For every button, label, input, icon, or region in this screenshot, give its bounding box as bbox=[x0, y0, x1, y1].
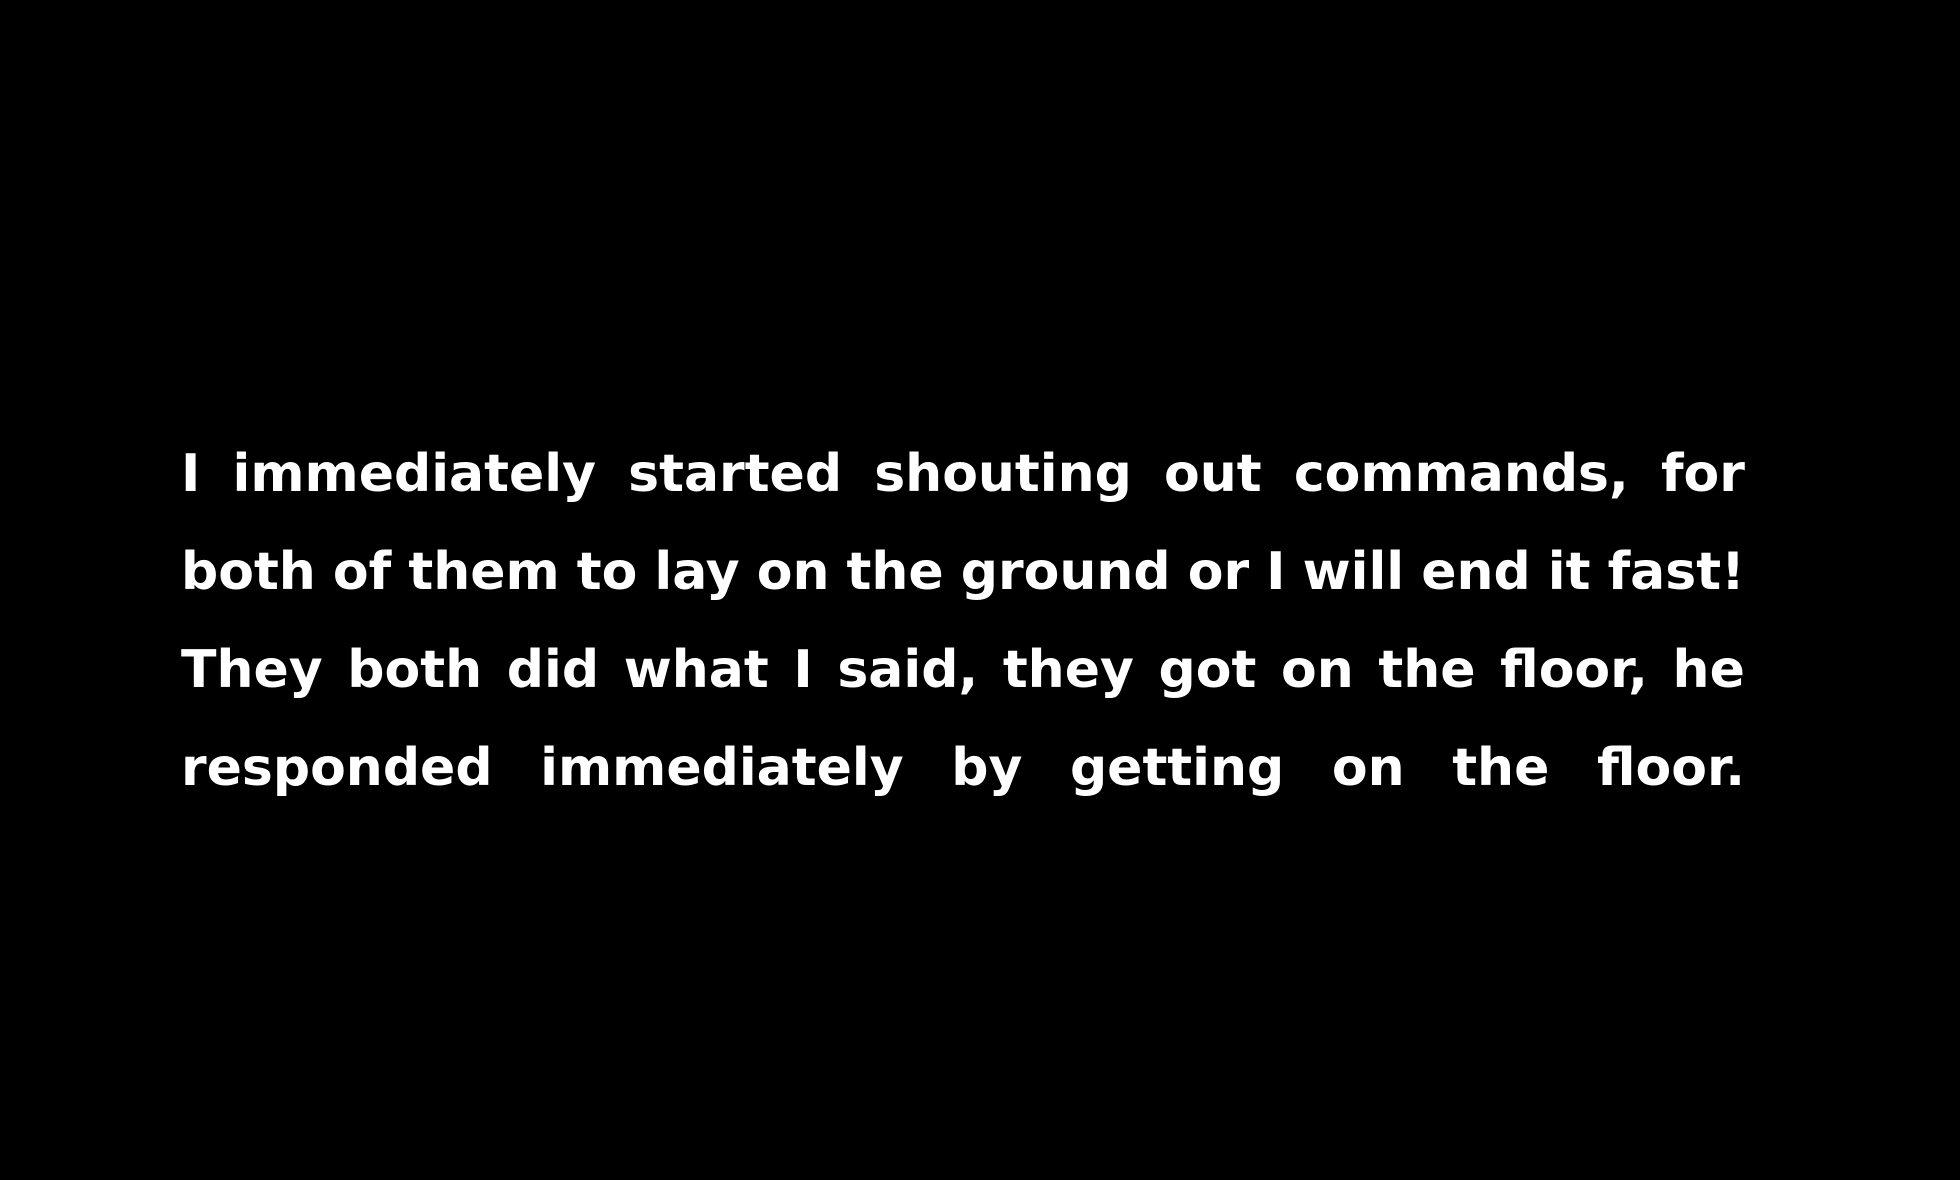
word: said, bbox=[837, 640, 979, 700]
word: I bbox=[181, 444, 201, 504]
text-paragraph bbox=[181, 425, 1745, 817]
word: floor, bbox=[1500, 640, 1648, 700]
word: by bbox=[951, 738, 1023, 798]
word: the bbox=[846, 542, 944, 602]
word: of bbox=[332, 542, 392, 602]
word: fast! bbox=[1607, 542, 1745, 602]
word: them bbox=[408, 542, 560, 602]
word: immediately bbox=[232, 444, 596, 504]
word: the bbox=[1378, 640, 1476, 700]
word: I bbox=[1266, 542, 1286, 602]
word: responded bbox=[181, 738, 493, 798]
word: what bbox=[623, 640, 769, 700]
word: started bbox=[628, 444, 843, 504]
word: did bbox=[506, 640, 600, 700]
word: on bbox=[756, 542, 830, 602]
word: both bbox=[347, 640, 483, 700]
word: he bbox=[1672, 640, 1745, 700]
word: both bbox=[181, 542, 316, 602]
word: floor. bbox=[1596, 738, 1745, 798]
word: or bbox=[1187, 542, 1250, 602]
word: for bbox=[1660, 444, 1745, 504]
word: I bbox=[793, 640, 813, 700]
text-line-2 bbox=[181, 523, 1745, 621]
word: will bbox=[1302, 542, 1405, 602]
word: got bbox=[1158, 640, 1257, 700]
word: the bbox=[1452, 738, 1550, 798]
word: they bbox=[1002, 640, 1134, 700]
word: ground bbox=[960, 542, 1171, 602]
text-line-4 bbox=[181, 719, 1745, 817]
word: it bbox=[1547, 542, 1591, 602]
text-line-3 bbox=[181, 621, 1745, 719]
word: on bbox=[1280, 640, 1354, 700]
word: lay bbox=[654, 542, 740, 602]
word: immediately bbox=[540, 738, 904, 798]
word: to bbox=[576, 542, 638, 602]
word: They bbox=[181, 640, 323, 700]
word: commands, bbox=[1293, 444, 1629, 504]
word: shouting bbox=[874, 444, 1132, 504]
word: end bbox=[1421, 542, 1531, 602]
text-line-1 bbox=[181, 425, 1745, 523]
word: on bbox=[1331, 738, 1405, 798]
word: out bbox=[1164, 444, 1262, 504]
word: getting bbox=[1069, 738, 1285, 798]
